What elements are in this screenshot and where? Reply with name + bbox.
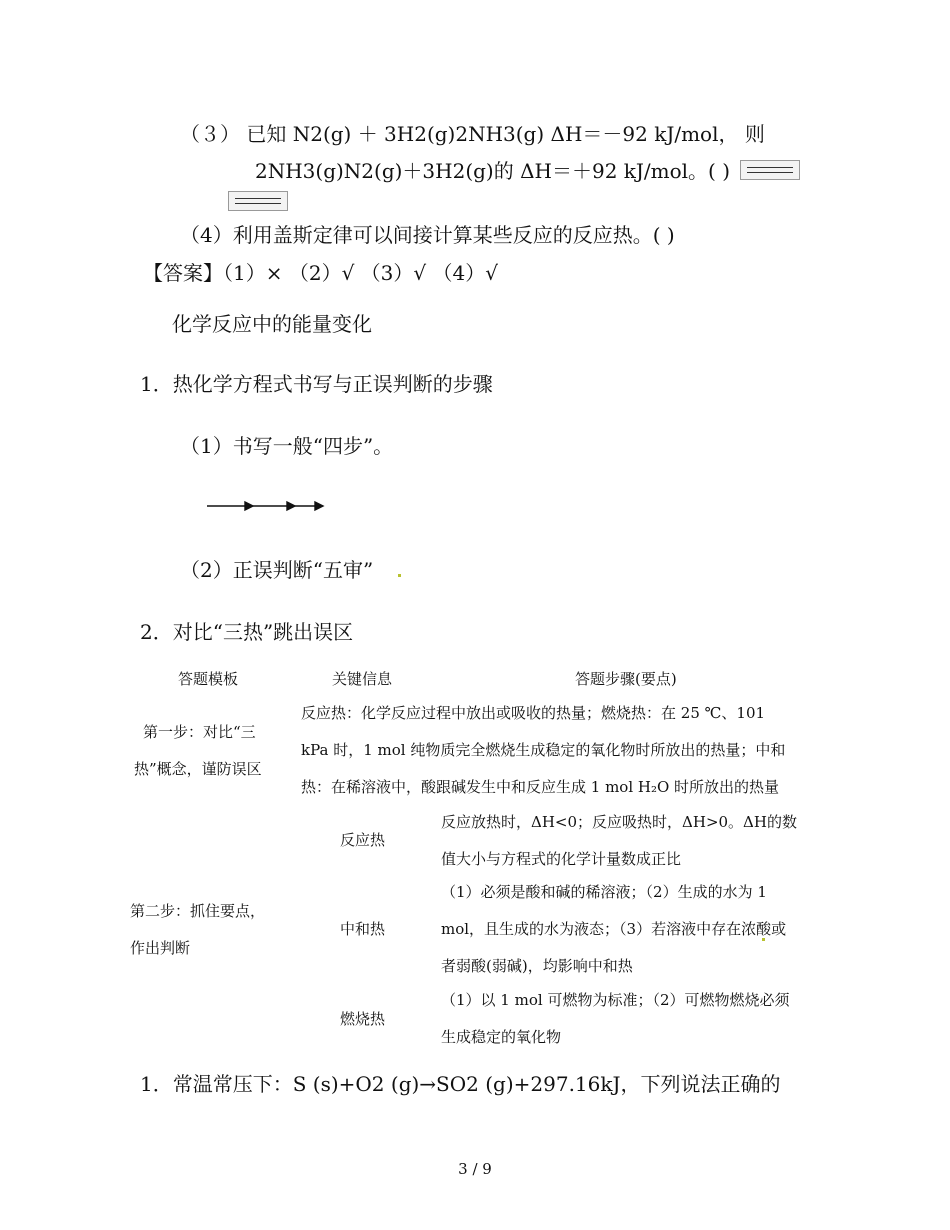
question-text: 1．常温常压下：S (s)+O2 (g)→SO2 (g)+297.16kJ，下列说法正确的 xyxy=(140,1072,781,1096)
item1-sub2: （2）正误判断“五审” xyxy=(180,558,374,582)
combustion-heat-line2: 生成稳定的氧化物 xyxy=(441,1028,562,1046)
step1-label-line1: 第一步：对比“三 xyxy=(143,723,256,741)
key-neutralization-heat: 中和热 xyxy=(340,920,386,938)
answer-text: 【答案】（1）× （2）√ （3）√ （4）√ xyxy=(143,261,498,285)
neutralization-heat-line3: 者弱酸(弱碱)，均影响中和热 xyxy=(441,957,633,975)
equilibrium-arrow-image xyxy=(740,160,800,180)
decorative-dot xyxy=(398,574,401,577)
table-header-steps: 答题步骤(要点) xyxy=(575,670,677,688)
step1-text-line2: kPa 时，1 mol 纯物质完全燃烧生成稳定的氧化物时所放出的热量；中和 xyxy=(301,741,786,759)
q3-line2: 2NH3(g)N2(g)＋3H2(g)的 ΔH＝＋92 kJ/mol。( ) xyxy=(255,159,731,183)
table-header-template: 答题模板 xyxy=(178,670,239,688)
decorative-dot xyxy=(762,938,765,941)
step2-label-line2: 作出判断 xyxy=(130,939,191,957)
item2-heading: 2．对比“三热”跳出误区 xyxy=(140,620,354,644)
item1-heading: 1．热化学方程式书写与正误判断的步骤 xyxy=(140,372,493,396)
step2-label-line1: 第二步：抓住要点， xyxy=(130,902,266,920)
neutralization-heat-line1: （1）必须是酸和碱的稀溶液；（2）生成的水为 1 xyxy=(441,883,767,901)
reaction-heat-line2: 值大小与方程式的化学计量数成正比 xyxy=(441,850,682,868)
section-title: 化学反应中的能量变化 xyxy=(172,312,372,336)
neutralization-heat-line2: mol，且生成的水为液态；（3）若溶液中存在浓酸或 xyxy=(441,920,787,938)
step1-label-line2: 热”概念，谨防误区 xyxy=(134,760,262,778)
item1-sub1: （1）书写一般“四步”。 xyxy=(180,434,394,458)
steps-arrow-chain-icon xyxy=(205,493,325,519)
key-combustion-heat: 燃烧热 xyxy=(340,1010,386,1028)
combustion-heat-line1: （1）以 1 mol 可燃物为标准；（2）可燃物燃烧必须 xyxy=(441,991,790,1009)
equilibrium-arrow-image xyxy=(228,191,288,211)
key-reaction-heat: 反应热 xyxy=(340,831,386,849)
step1-text-line3: 热：在稀溶液中，酸跟碱发生中和反应生成 1 mol H₂O 时所放出的热量 xyxy=(301,778,780,796)
reaction-heat-line1: 反应放热时，ΔH<0；反应吸热时，ΔH>0。ΔH的数 xyxy=(441,813,797,831)
step1-text-line1: 反应热：化学反应过程中放出或吸收的热量；燃烧热：在 25 ℃、101 xyxy=(301,704,766,722)
page-number: 3 / 9 xyxy=(458,1160,492,1178)
q4-text: （4）利用盖斯定律可以间接计算某些反应的反应热。( ) xyxy=(180,223,675,247)
table-header-key-info: 关键信息 xyxy=(332,670,393,688)
q3-line1: （３） 已知 N2(g) ＋ 3H2(g)2NH3(g) ΔH＝－92 kJ/mol， 则 xyxy=(180,122,765,146)
